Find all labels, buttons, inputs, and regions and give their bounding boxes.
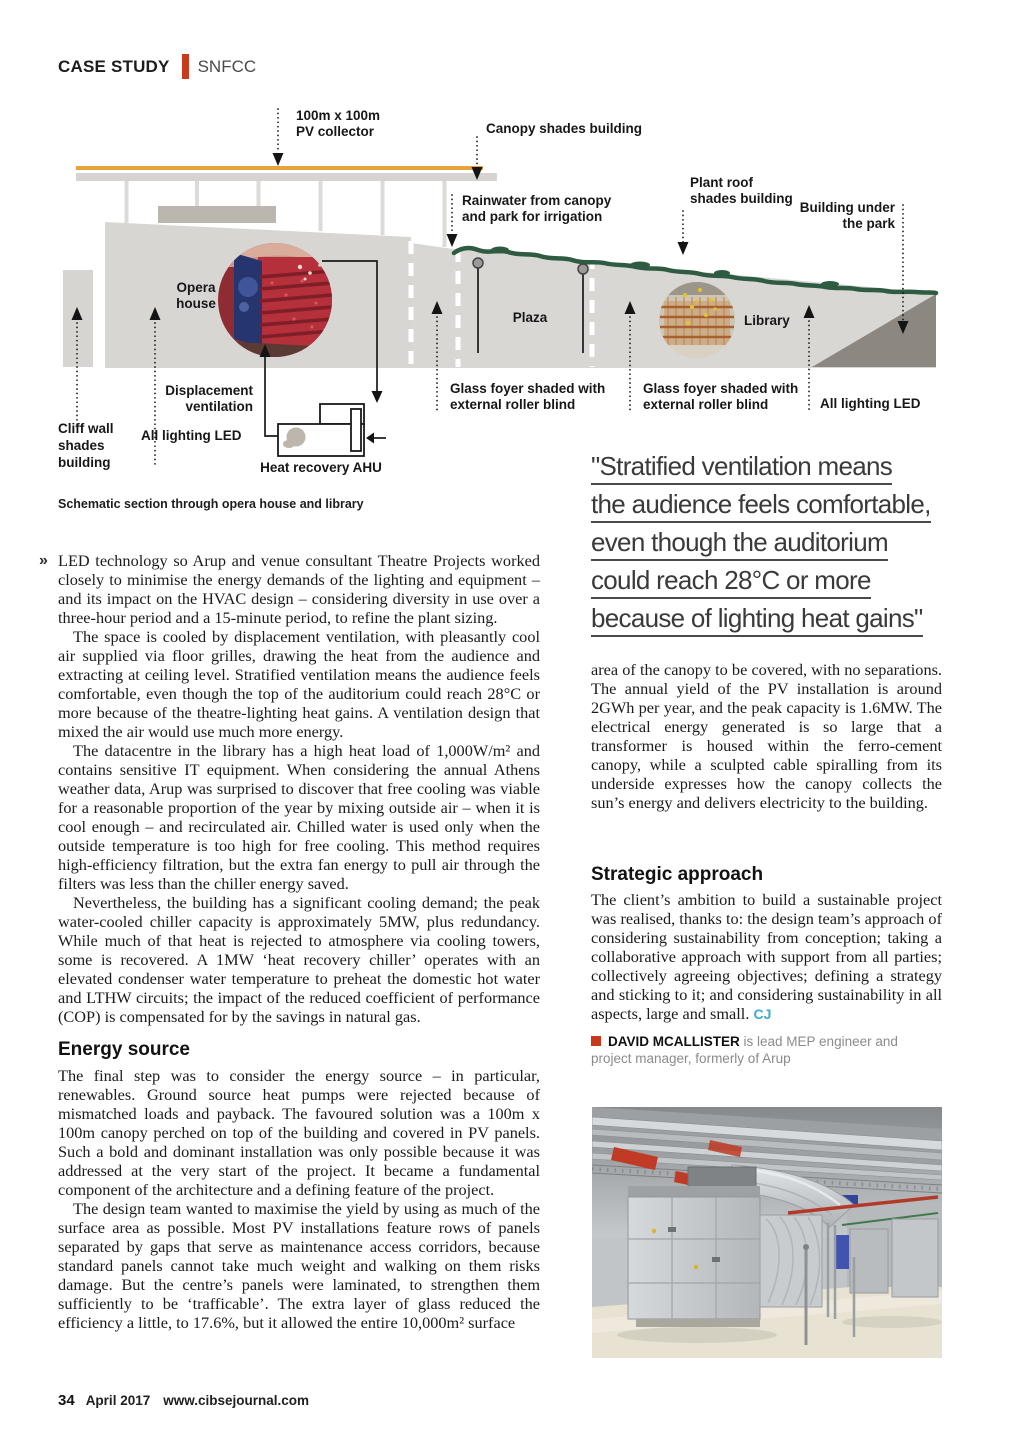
body-paragraph: The client’s ambition to build a sustainable project was realised, thanks to: the design team’s approach of considering sustainability from conception; taking a collaborative approach with support from all parties; collectively agreeing objectives; defining a strategy and sticking to it; and considering sustainability in all aspects, large and small. CJ (591, 890, 942, 1023)
svg-text:house: house (176, 296, 216, 311)
pull-quote-line: even though the auditorium (591, 528, 888, 561)
issue-date: April 2017 (85, 1393, 151, 1408)
svg-text:shades: shades (58, 438, 105, 453)
page-header (58, 54, 256, 79)
svg-text:the park: the park (842, 216, 895, 231)
plant-room-photo (592, 1107, 942, 1358)
svg-text:shades building: shades building (690, 191, 793, 206)
body-paragraph: The datacentre in the library has a high heat load of 1,000W/m² and contains sensitive IT equipment. When considering the annual Athens weather data, Arup was surprised to discover that free cooling was viable for a reasonable proportion of the year by mixing outside air – when it is cool enough – and recirculated air. Chilled water is used only when the outside temperature is too high for free cooling. This method requires high-efficiency filtration, but the extra fan energy to pull air through the filters was less than the chiller energy saved. (58, 741, 540, 893)
pv-collector-label: 100m x 100m (296, 108, 381, 123)
pull-quote-line: the audience feels comfortable, (591, 490, 931, 523)
author-role: is lead MEP engineer and project manager, formerly of Arup (591, 1034, 898, 1066)
right-column-bottom (591, 864, 942, 1067)
body-paragraph: The space is cooled by displacement ventilation, with pleasantly cool air supplied via floor grilles, drawing the heat from the audience and extracting at ceiling level. Stratified ventilation means the audience feels comfortable, even though the top of the auditorium could reach 28°C or more because of the theatre-lighting heat gains. A ventilation design that mixed the air would use much more energy. (58, 627, 540, 741)
pull-quote-line: "Stratified ventilation means (591, 452, 892, 485)
canopy-shades-label: Canopy shades building (486, 121, 643, 136)
svg-text:ventilation: ventilation (185, 399, 253, 414)
body-paragraph: » LED technology so Arup and venue consultant Theatre Projects worked closely to minimise the energy demands of the lighting and equipment – and its impact on the HVAC design – considering diversity in use over a three-hour period and a 15-minute period, to refine the plant sizing. (39, 551, 540, 627)
left-column (39, 551, 540, 1332)
right-column-top (591, 660, 942, 812)
page-number: 34 (58, 1392, 75, 1409)
svg-text:external roller blind: external roller blind (643, 397, 769, 412)
pull-quote-line: could reach 28°C or more (591, 566, 871, 599)
kicker-divider-bar (182, 54, 189, 79)
author-name: DAVID MCALLISTER (608, 1034, 740, 1049)
library-label: Library (744, 313, 790, 328)
rainwater-label: Rainwater from canopy (462, 193, 612, 208)
body-paragraph: The design team wanted to maximise the yield by using as much of the surface area as possible. Most PV installations feature rows of panels separated by gaps that serve as maintenance access corridors, because standard panels cannot take much weight and walking on them risks damage. But the centre’s panels were laminated, to strengthen them sufficiently to be ‘trafficable’. The extra layer of glass reduced the efficiency a little, to 17.6%, but it allowed the entire 10,000m² surface (58, 1199, 540, 1332)
displacement-ventilation-label: Displacement (165, 383, 253, 398)
author-bullet-square (591, 1036, 601, 1046)
heat-recovery-ahu-label: Heat recovery AHU (260, 460, 382, 475)
case-study-title: SNFCC (197, 56, 257, 76)
body-paragraph: The final step was to consider the energy source – in particular, renewables. Ground source heat pumps were rejected because of mismatched loads and payback. The favoured solution was a 100m x 100m canopy perched on top of the building and covered in PV panels. Such a bold and dominant installation was only possible because it was addressed at the very start of the project. It became a fundamental component of the architecture and a defining feature of the project. (58, 1066, 540, 1199)
plant-roof-shape (158, 206, 276, 223)
author-credit (591, 1033, 942, 1067)
building-under-park-label: Building under (799, 200, 895, 215)
journal-url: www.cibsejournal.com (163, 1393, 310, 1408)
section-kicker: CASE STUDY (58, 56, 170, 76)
body-paragraph: area of the canopy to be covered, with no separations. The annual yield of the PV installation is around 2GWh per year, and the peak capacity is 1.6MW. The electrical energy generated is so large that a transformer is housed within the ferro-cement canopy, while a sculpted cable spiralling from its underside expresses how the canopy collects the sun’s energy and delivers electricity to the building. (591, 660, 942, 812)
svg-text:and park for irrigation: and park for irrigation (462, 209, 603, 224)
svg-text:PV collector: PV collector (296, 124, 375, 139)
svg-text:building: building (58, 455, 111, 470)
opera-house-label: Opera (176, 280, 216, 295)
strategic-approach-heading: Strategic approach (591, 864, 764, 885)
energy-source-heading: Energy source (58, 1039, 190, 1060)
all-lighting-led-left-label: All lighting LED (141, 428, 242, 443)
continuation-marker: » (39, 552, 48, 569)
glass-foyer-right-label: Glass foyer shaded with (643, 381, 799, 396)
body-paragraph: Nevertheless, the building has a significant cooling demand; the peak water-cooled chiller capacity is approximately 5MW, plus redundancy. While much of that heat is rejected to atmosphere via cooling towers, some is recovered. A 1MW ‘heat recovery chiller’ operates with an elevated condenser water temperature to preheat the domestic hot water and LTHW circuits; the impact of the reduced coefficient of performance (COP) is compensated for by the savings in natural gas. (58, 893, 540, 1026)
end-mark: CJ (753, 1006, 772, 1022)
cliff-wall-label: Cliff wall (58, 421, 114, 436)
pull-quote-line: because of lighting heat gains" (591, 604, 923, 637)
page-footer (58, 1392, 309, 1409)
plant-roof-label: Plant roof (690, 175, 753, 190)
schematic-section-diagram (0, 95, 1024, 507)
glass-foyer-left-label: Glass foyer shaded with (450, 381, 606, 396)
diagram-caption: Schematic section through opera house and library (58, 497, 364, 511)
opera-house-photo (218, 243, 332, 357)
pull-quote (591, 452, 959, 642)
plaza-label: Plaza (512, 310, 548, 325)
all-lighting-led-right-label: All lighting LED (820, 396, 921, 411)
svg-text:external roller blind: external roller blind (450, 397, 576, 412)
